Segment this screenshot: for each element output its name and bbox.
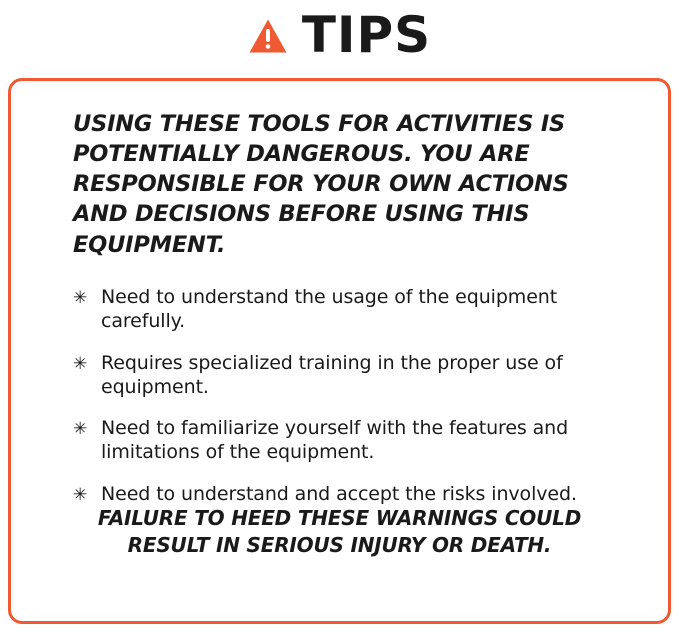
list-item-label: Need to understand and accept the risks involved. xyxy=(101,483,577,506)
page-title: TIPS xyxy=(301,6,432,64)
list-item-label: Need to familiarize yourself with the features and limitations of the equipment. xyxy=(101,417,569,464)
lead-warning-text: USING THESE TOOLS FOR ACTIVITIES IS POTENTIALLY DANGEROUS. YOU ARE RESPONSIBLE FOR YOUR OWN ACTIONS AND DECISIONS BEFORE USING THIS EQUIPMENT. xyxy=(73,111,569,258)
tips-list xyxy=(73,286,616,508)
star-bullet-icon: ✳ xyxy=(73,353,88,374)
footer-warning-text: FAILURE TO HEED THESE WARNINGS COULD RESULT IN SERIOUS INJURY OR DEATH. xyxy=(97,506,582,557)
list-item xyxy=(73,417,616,465)
page-header xyxy=(0,0,679,66)
list-item-label: Need to understand the usage of the equipment carefully. xyxy=(101,285,558,332)
list-item-label: Requires specialized training in the proper use of equipment. xyxy=(101,351,563,398)
star-bullet-icon: ✳ xyxy=(73,419,88,440)
star-bullet-icon: ✳ xyxy=(73,287,88,308)
list-item xyxy=(73,352,616,400)
list-item xyxy=(73,286,616,334)
warning-triangle-icon xyxy=(248,13,288,57)
star-bullet-icon: ✳ xyxy=(73,485,88,506)
list-item xyxy=(73,483,616,507)
tips-card xyxy=(8,78,671,624)
